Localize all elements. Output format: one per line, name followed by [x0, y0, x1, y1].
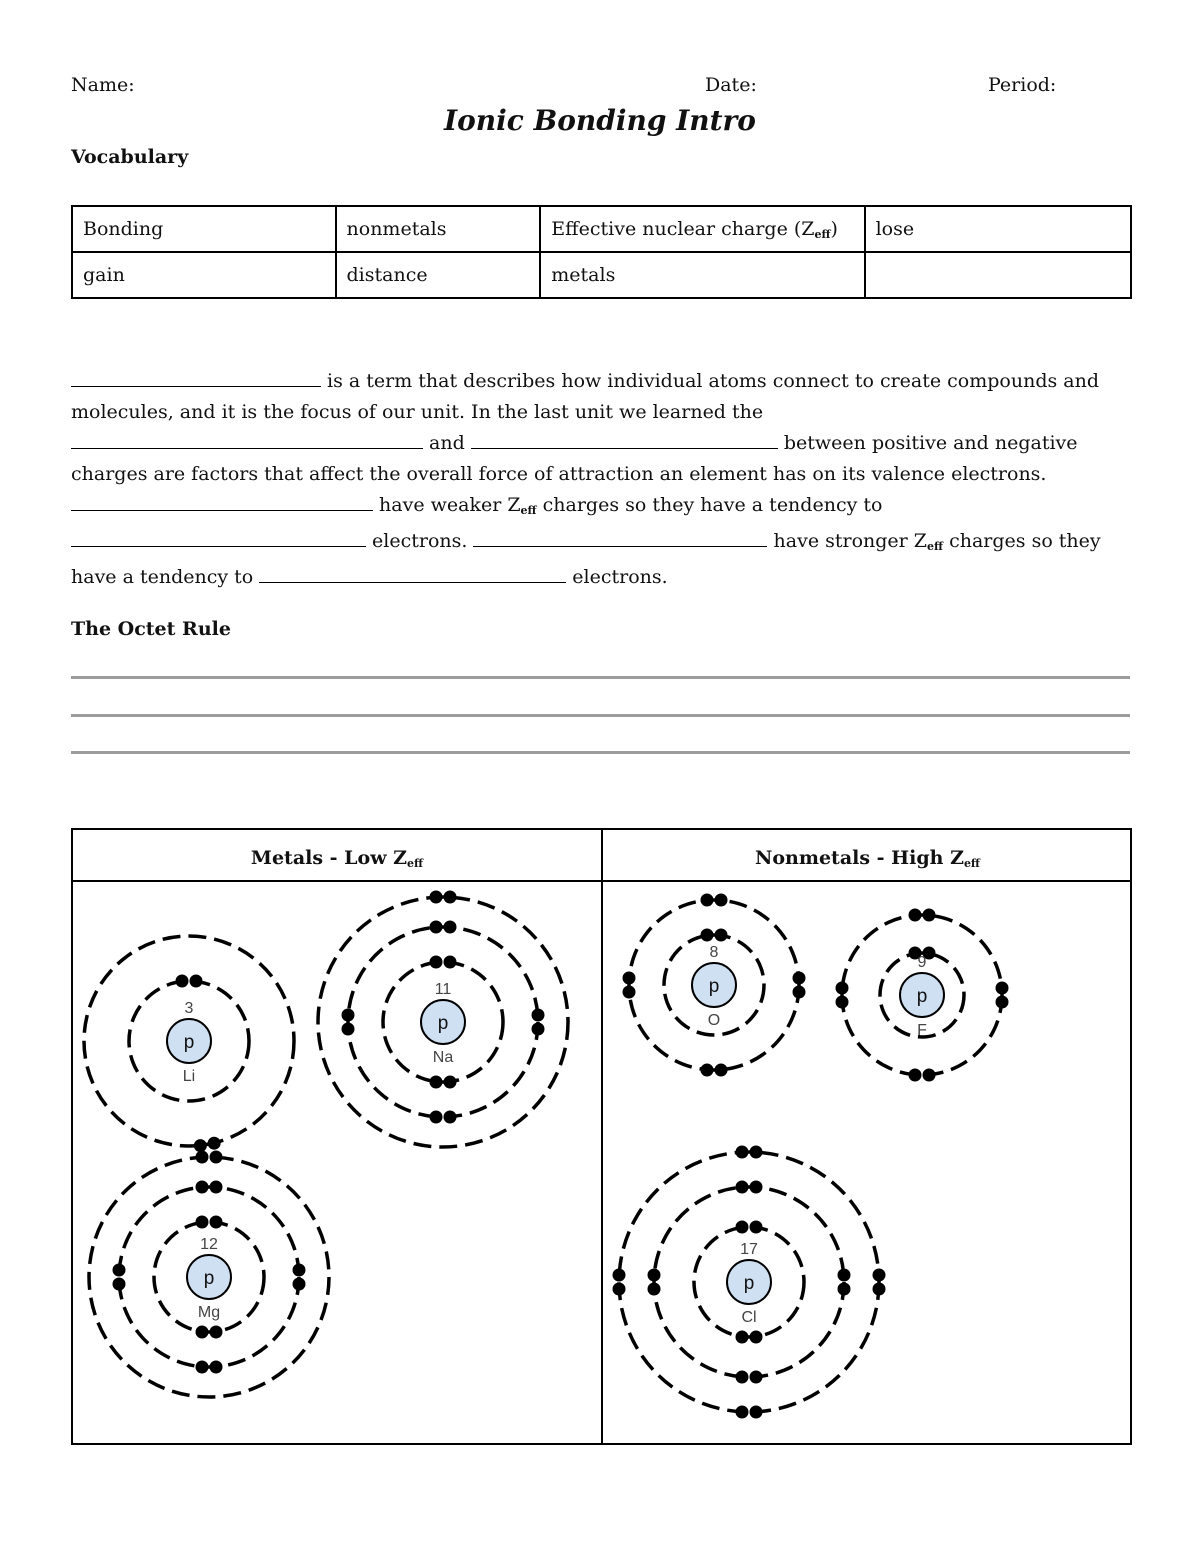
- vocab-cell: nonmetals: [336, 206, 541, 252]
- table-row: [72, 252, 1131, 298]
- electron-dot: [996, 996, 1009, 1009]
- electron-dot: [736, 1371, 749, 1384]
- paragraph-text: charges so they have a tendency to: [71, 530, 1101, 588]
- electron-dot: [923, 909, 936, 922]
- electron-dot: [623, 986, 636, 999]
- writing-line[interactable]: [71, 751, 1130, 754]
- electron-dot: [623, 972, 636, 985]
- electron-dot: [750, 1406, 763, 1419]
- electron-dot: [996, 982, 1009, 995]
- element-symbol: Li: [182, 1068, 196, 1085]
- electron-dot: [793, 986, 806, 999]
- proton-count: 9: [917, 954, 927, 971]
- proton-count: 8: [709, 944, 719, 961]
- electron-dot: [444, 1111, 457, 1124]
- electron-dot: [342, 1009, 355, 1022]
- electron-dot: [836, 982, 849, 995]
- electron-dot: [430, 956, 443, 969]
- electron-dot: [444, 921, 457, 934]
- paragraph-text: charges so they have a tendency to: [542, 494, 883, 516]
- electron-dot: [176, 975, 189, 988]
- vocab-cell: gain: [72, 252, 336, 298]
- vocabulary-table: [71, 205, 1132, 299]
- electron-dot: [190, 975, 203, 988]
- zeff-subscript: eff: [520, 504, 537, 517]
- metals-header-label: Metals - Low Z: [250, 847, 408, 869]
- zeff-subscript: eff: [927, 540, 944, 553]
- element-symbol: O: [707, 1012, 721, 1029]
- octet-rule-heading: The Octet Rule: [71, 618, 231, 640]
- vocabulary-heading: Vocabulary: [71, 146, 189, 168]
- electron-dot: [838, 1269, 851, 1282]
- electron-dot: [648, 1283, 661, 1296]
- electron-dot: [532, 1009, 545, 1022]
- paragraph-text: between positive and negative charges are factors that affect the overall force of attraction an element has on its valence electrons.: [71, 432, 1078, 485]
- answer-blank[interactable]: [473, 528, 767, 547]
- zeff-subscript: eff: [814, 227, 831, 241]
- electron-dot: [923, 1069, 936, 1082]
- electron-dot: [750, 1181, 763, 1194]
- electron-dot: [430, 1076, 443, 1089]
- vocab-cell: Bonding: [72, 206, 336, 252]
- electron-dot: [430, 921, 443, 934]
- electron-dot: [532, 1023, 545, 1036]
- electron-dot: [194, 1139, 207, 1152]
- electron-dot: [909, 1069, 922, 1082]
- nucleus-label: p: [916, 986, 928, 1007]
- answer-blank[interactable]: [259, 564, 566, 583]
- electron-dot: [715, 1064, 728, 1077]
- page-title: Ionic Bonding Intro: [444, 104, 756, 137]
- electron-dot: [444, 1076, 457, 1089]
- nucleus-label: p: [743, 1273, 755, 1294]
- nonmetals-header-label: Nonmetals - High Z: [755, 847, 964, 869]
- vocab-cell: lose: [865, 206, 1131, 252]
- electron-dot: [701, 1064, 714, 1077]
- element-symbol: Cl: [741, 1309, 757, 1326]
- electron-dot: [293, 1264, 306, 1277]
- electron-dot: [736, 1181, 749, 1194]
- name-label: Name:: [71, 74, 135, 96]
- paragraph-text: have stronger Z: [773, 530, 927, 552]
- bohr-diagram-box: [71, 828, 1132, 1445]
- electron-dot: [430, 1111, 443, 1124]
- electron-dot: [113, 1264, 126, 1277]
- electron-dot: [715, 894, 728, 907]
- electron-dot: [736, 1221, 749, 1234]
- proton-count: 17: [740, 1241, 758, 1258]
- electron-dot: [873, 1283, 886, 1296]
- vocab-term-close: ): [830, 217, 838, 240]
- electron-dot: [210, 1151, 223, 1164]
- electron-dot: [196, 1181, 209, 1194]
- paragraph-text: have weaker Z: [379, 494, 521, 516]
- answer-blank[interactable]: [71, 430, 423, 449]
- nucleus-label: p: [203, 1268, 215, 1289]
- period-label: Period:: [988, 74, 1057, 96]
- fill-in-paragraph: [71, 366, 1111, 593]
- electron-dot: [430, 891, 443, 904]
- nucleus-label: p: [183, 1032, 195, 1053]
- electron-dot: [613, 1283, 626, 1296]
- paragraph-text: and: [429, 432, 465, 454]
- writing-line[interactable]: [71, 714, 1130, 717]
- element-symbol: Na: [432, 1049, 454, 1066]
- vocab-cell: [865, 252, 1131, 298]
- electron-dot: [736, 1146, 749, 1159]
- electron-dot: [293, 1278, 306, 1291]
- nucleus-label: p: [708, 976, 720, 997]
- zeff-subscript: eff: [407, 857, 424, 870]
- atoms-drawing: [73, 830, 1130, 1443]
- electron-dot: [196, 1216, 209, 1229]
- electron-dot: [210, 1361, 223, 1374]
- element-symbol: F: [917, 1022, 927, 1039]
- electron-dot: [196, 1151, 209, 1164]
- proton-count: 12: [200, 1236, 218, 1253]
- zeff-subscript: eff: [963, 857, 980, 870]
- electron-dot: [793, 972, 806, 985]
- electron-dot: [444, 956, 457, 969]
- electron-dot: [838, 1283, 851, 1296]
- electron-dot: [208, 1137, 221, 1150]
- electron-dot: [750, 1221, 763, 1234]
- paragraph-text: is a term that describes how individual atoms connect to create compounds and molecules, and it is the focus of our unit. In the last unit we learned the: [71, 370, 1100, 423]
- electron-dot: [210, 1181, 223, 1194]
- electron-dot: [648, 1269, 661, 1282]
- electron-dot: [750, 1331, 763, 1344]
- electron-dot: [113, 1278, 126, 1291]
- electron-dot: [836, 996, 849, 1009]
- electron-dot: [750, 1146, 763, 1159]
- electron-dot: [613, 1269, 626, 1282]
- paragraph-text: electrons.: [372, 530, 468, 552]
- paragraph-text: electrons.: [572, 566, 668, 588]
- answer-blank[interactable]: [471, 430, 778, 449]
- electron-dot: [750, 1371, 763, 1384]
- electron-dot: [909, 909, 922, 922]
- proton-count: 3: [184, 1000, 194, 1017]
- vocab-term: Effective nuclear charge (Z: [551, 217, 815, 240]
- electron-dot: [715, 929, 728, 942]
- answer-blank[interactable]: [71, 368, 321, 387]
- electron-dot: [210, 1326, 223, 1339]
- electron-dot: [736, 1331, 749, 1344]
- proton-count: 11: [434, 981, 452, 998]
- element-symbol: Mg: [197, 1304, 221, 1321]
- electron-dot: [736, 1406, 749, 1419]
- vocab-cell: distance: [336, 252, 541, 298]
- answer-blank[interactable]: [71, 492, 373, 511]
- date-label: Date:: [705, 74, 757, 96]
- electron-dot: [196, 1361, 209, 1374]
- writing-line[interactable]: [71, 676, 1130, 679]
- electron-dot: [196, 1326, 209, 1339]
- electron-dot: [873, 1269, 886, 1282]
- vocab-cell: metals: [540, 252, 864, 298]
- answer-blank[interactable]: [71, 528, 366, 547]
- electron-dot: [701, 894, 714, 907]
- electron-dot: [701, 929, 714, 942]
- electron-dot: [342, 1023, 355, 1036]
- vocab-cell: [540, 206, 864, 252]
- nucleus-label: p: [437, 1013, 449, 1034]
- electron-dot: [444, 891, 457, 904]
- table-row: [72, 206, 1131, 252]
- electron-dot: [210, 1216, 223, 1229]
